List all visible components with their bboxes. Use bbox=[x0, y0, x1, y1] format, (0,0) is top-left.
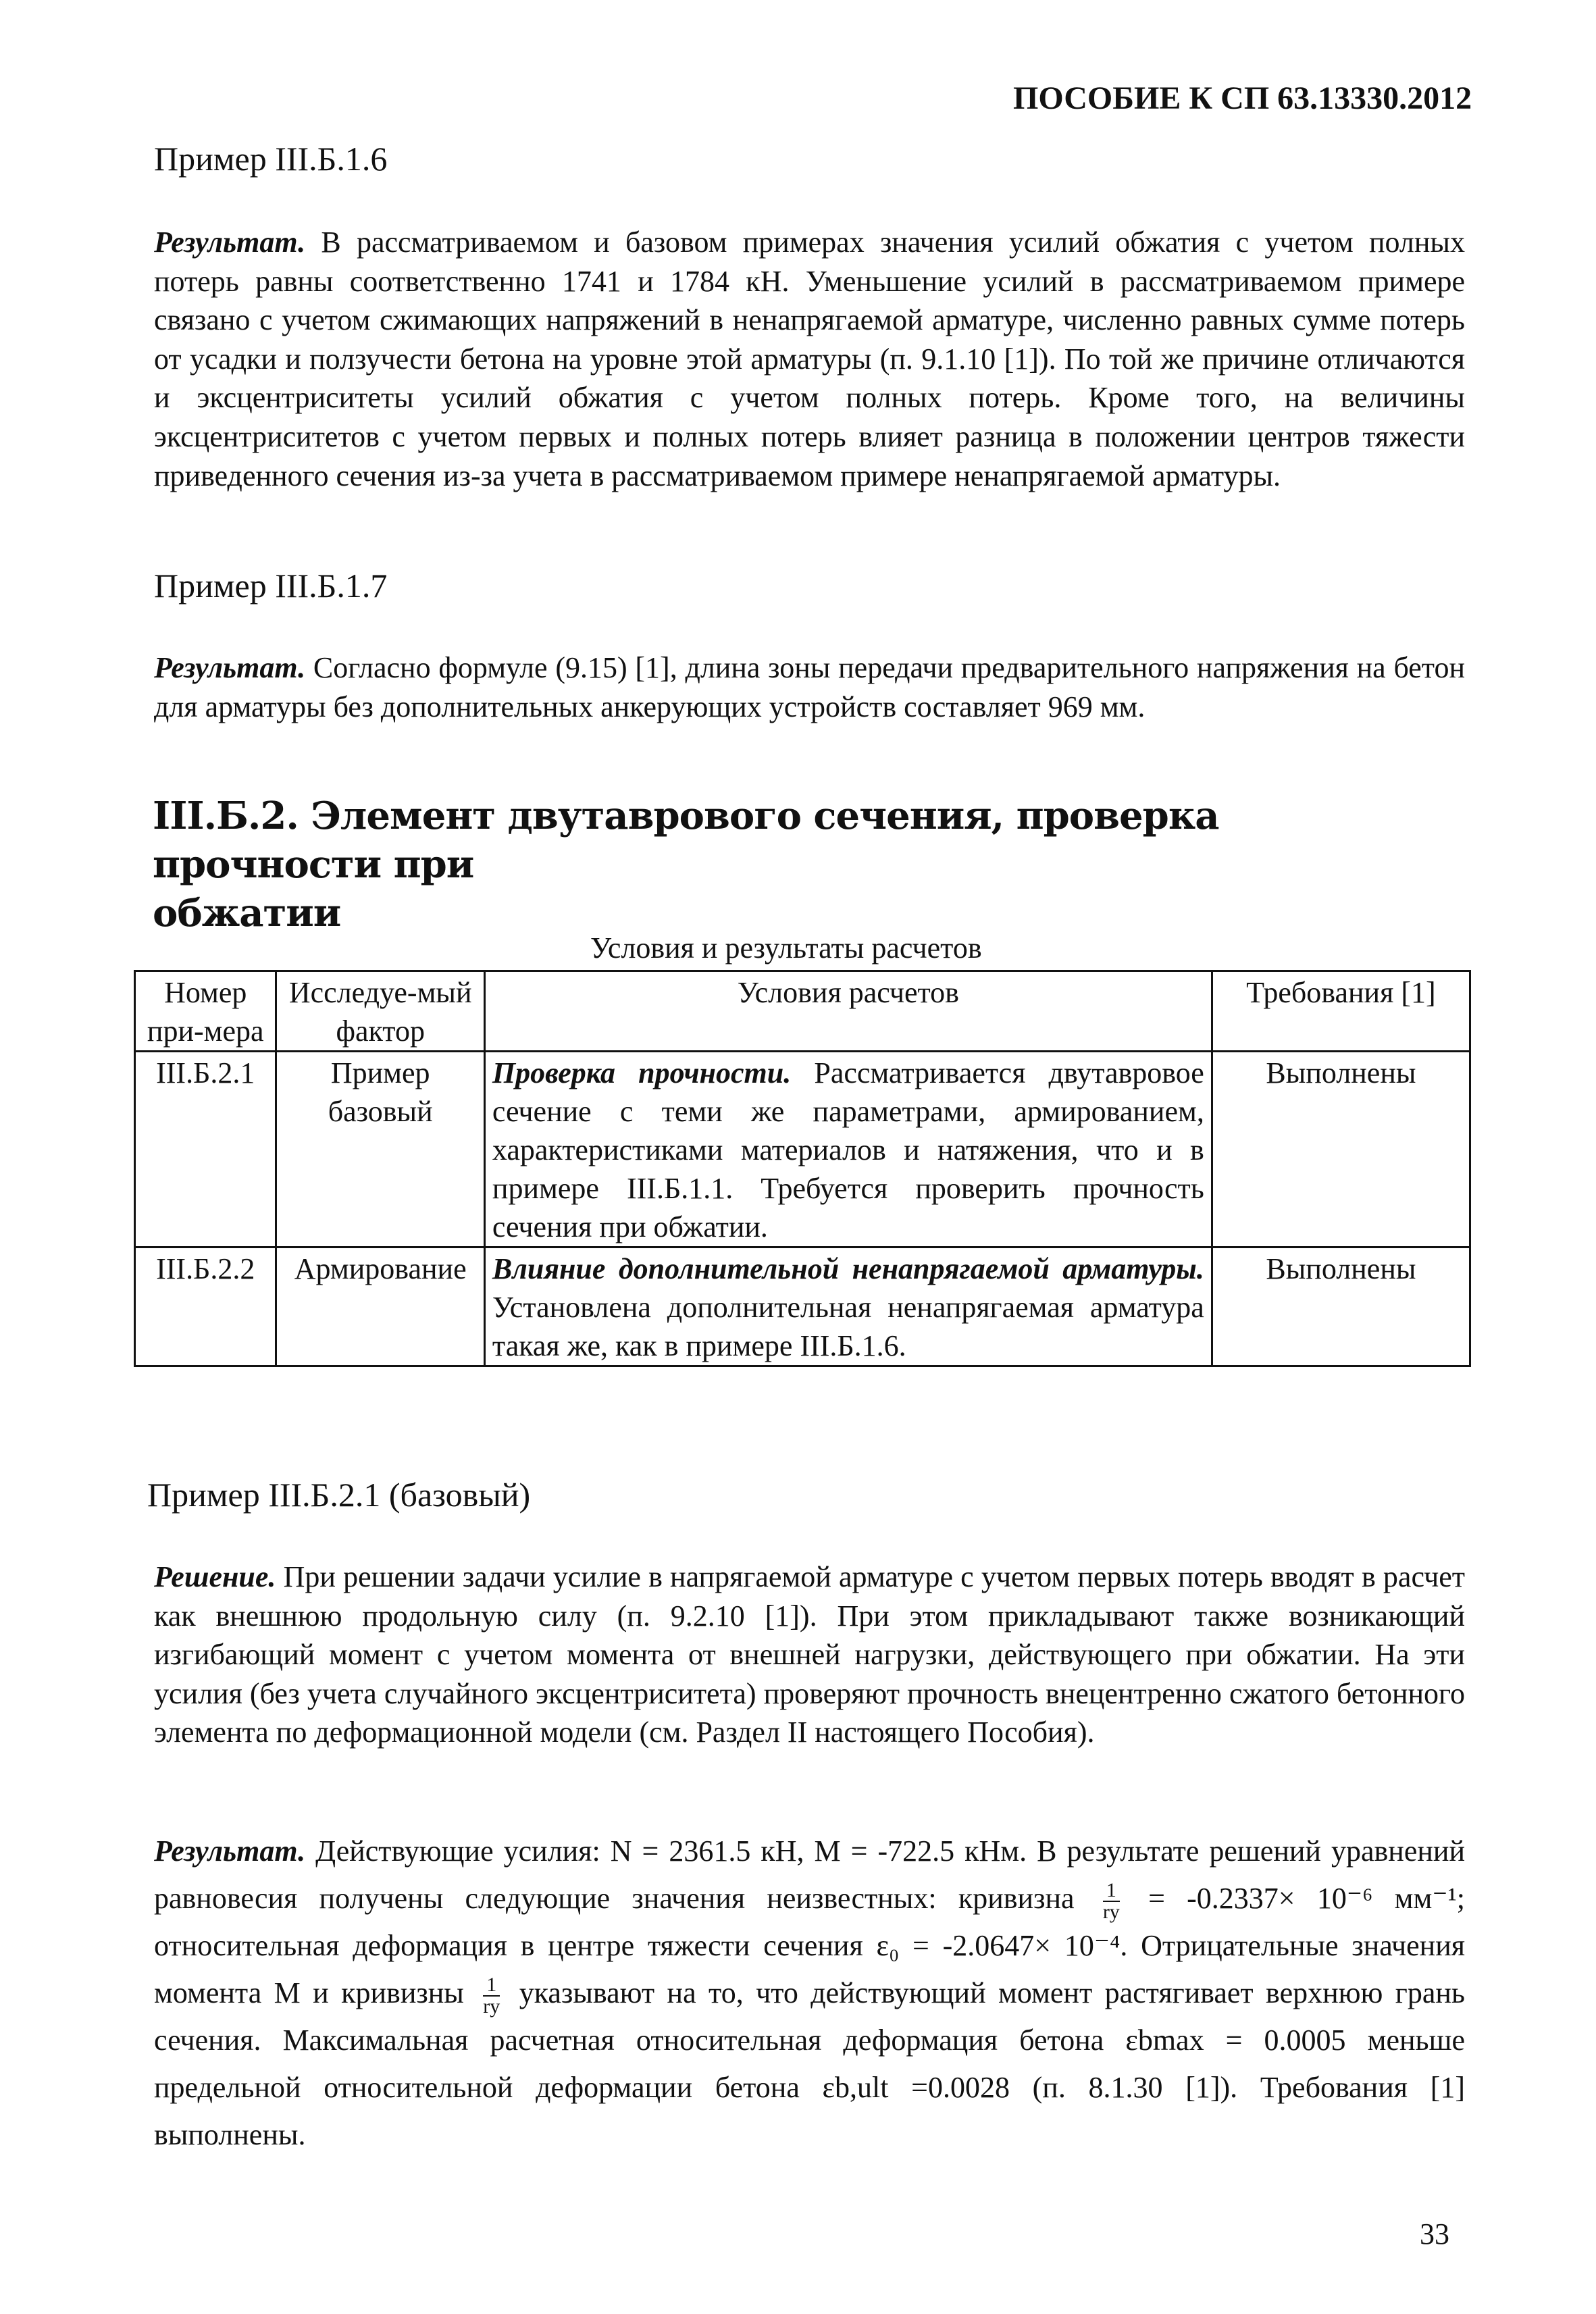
fraction-numerator: 1 bbox=[1103, 1880, 1120, 1902]
curvature-fraction bbox=[1103, 1880, 1120, 1922]
conditions-text: Установлена дополнительная ненапрягаемая арматура такая же, как в примере III.Б.1.6. bbox=[492, 1291, 1204, 1362]
cell-factor: Пример базовый bbox=[276, 1052, 484, 1248]
table-header-row bbox=[135, 971, 1470, 1052]
conditions-text: Рассматривается двутавровое сечение с теми же параметрами, армированием, характеристиками материалов и натяжения, что и в примере III.Б.1.1. Требуется проверить прочность сечения при обжатии. bbox=[492, 1056, 1204, 1243]
cell-factor: Армирование bbox=[276, 1248, 484, 1366]
cell-conditions bbox=[484, 1248, 1212, 1366]
fraction-denominator: ry bbox=[1102, 1900, 1120, 1923]
cell-conditions bbox=[484, 1052, 1212, 1248]
curvature-fraction bbox=[483, 1975, 500, 2017]
table-caption: Условия и результаты расчетов bbox=[590, 931, 982, 965]
conditions-title: Влияние дополнительной ненапрягаемой арматуры. bbox=[492, 1252, 1204, 1285]
conditions-title: Проверка прочности. bbox=[492, 1056, 792, 1089]
document-running-title: ПОСОБИЕ К СП 63.13330.2012 bbox=[1013, 80, 1472, 116]
table-row bbox=[135, 1248, 1470, 1366]
page-number: 33 bbox=[1420, 2217, 1449, 2251]
solution-text: При решении задачи усилие в напрягаемой арматуре с учетом первых потерь вводят в расчет как внешнюю продольную силу (п. 9.2.10 [1]). При этом прикладывают также возникающий изгибающий момент с учетом момента от внешней нагрузки, действующего при обжатии. На эти усилия (без учета случайного эксцентриситета) проверяют прочность внецентренно сжатого бетонного элемента по деформационной модели (см. Раздел II настоящего Пособия). bbox=[154, 1560, 1465, 1749]
result-label: Результат. bbox=[154, 226, 306, 259]
strain-text: ε₀ = -2.0647× 10⁻⁴. Отрицательные значения момента M и кривизны bbox=[154, 1929, 1466, 2009]
result-text: В рассматриваемом и базовом примерах значения усилий обжатия с учетом полных потерь равны соответственно 1741 и 1784 кН. Уменьшение усилий в рассматриваемом примере связано с учетом сжимающих напряжений в ненапрягаемой арматуре, численно равных сумме потерь от усадки и ползучести бетона на уровне этой арматуры (п. 9.1.10 [1]). По той же причине отличаются и эксцентриситеты усилий обжатия с учетом полных потерь. Кроме того, на величины эксцентриситетов с учетом первых и полных потерь влияет разница в положении центров тяжести приведенного сечения из-за учета в рассматриваемом примере ненапрягаемой арматуры. bbox=[154, 226, 1465, 492]
fraction-numerator: 1 bbox=[483, 1975, 500, 1997]
section-heading-line-2: обжатии bbox=[153, 891, 341, 935]
result-text: Согласно формуле (9.15) [1], длина зоны передачи предварительного напряжения на бетон для арматуры без дополнительных анкерующих устройств составляет 969 мм. bbox=[154, 651, 1465, 723]
example-1-7-result bbox=[154, 648, 1465, 726]
example-heading-2-1: Пример III.Б.2.1 (базовый) bbox=[147, 1476, 531, 1514]
solution-label: Решение. bbox=[154, 1560, 276, 1593]
section-heading-line-1: III.Б.2. Элемент двутаврового сечения, проверка прочности при bbox=[153, 794, 1219, 887]
section-heading-b2 bbox=[153, 792, 1436, 937]
example-heading-1-6: Пример III.Б.1.6 bbox=[154, 140, 388, 178]
cell-requirements: Выполнены bbox=[1212, 1248, 1470, 1366]
cell-number: III.Б.2.1 bbox=[135, 1052, 276, 1248]
result-text: Действующие усилия: N = 2361.5 кН, M = -722.5 кНм. В результате решений уравнений равновесия получены следующие значения неизвестных: кривизна bbox=[154, 1834, 1465, 1915]
example-2-1-solution bbox=[154, 1558, 1465, 1752]
column-header-factor: Исследуе-мый фактор bbox=[276, 971, 484, 1052]
cell-requirements: Выполнены bbox=[1212, 1052, 1470, 1248]
result-conclusion: указывают на то, что действующий момент растягивает верхнюю грань сечения. Максимальная расчетная относительная деформация бетона εbmax = 0.0005 меньше предельной относительной деформации бетона εb,ult =0.0028 (п. 8.1.30 [1]). Требования [1] выполнены. bbox=[154, 1976, 1465, 2151]
cell-number: III.Б.2.2 bbox=[135, 1248, 276, 1366]
result-label: Результат. bbox=[154, 651, 306, 684]
result-label: Результат. bbox=[154, 1834, 306, 1868]
results-table bbox=[134, 970, 1471, 1367]
column-header-requirements: Требования [1] bbox=[1212, 971, 1470, 1052]
column-header-conditions: Условия расчетов bbox=[484, 971, 1212, 1052]
example-heading-1-7: Пример III.Б.1.7 bbox=[154, 567, 388, 605]
column-header-number: Номер при-мера bbox=[135, 971, 276, 1052]
fraction-denominator: ry bbox=[483, 1995, 500, 2017]
example-1-6-result bbox=[154, 223, 1465, 495]
table-row bbox=[135, 1052, 1470, 1248]
example-2-1-result bbox=[154, 1828, 1465, 2159]
curvature-value: = -0.2337× 10⁻⁶ мм⁻¹; относительная деформация в центре тяжести сечения bbox=[154, 1882, 1465, 1962]
